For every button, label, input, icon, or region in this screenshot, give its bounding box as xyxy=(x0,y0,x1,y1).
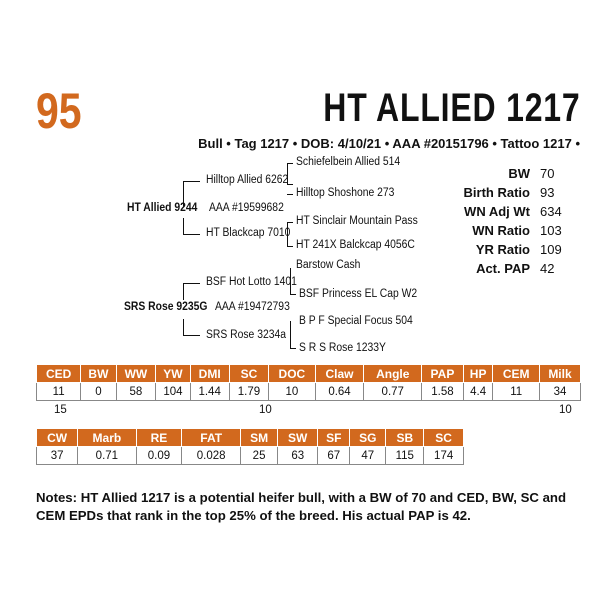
dam: SRS Rose 9235G xyxy=(124,301,208,313)
table-header-cell: Angle xyxy=(364,365,422,383)
table-cell: 0.028 xyxy=(182,447,240,465)
stat-label: WN Adj Wt xyxy=(464,204,530,219)
table-cell: 11 xyxy=(493,383,540,401)
epd-table xyxy=(36,364,581,401)
sire-sire-dam: Hilltop Shoshone 273 xyxy=(296,187,395,199)
sire: HT Allied 9244 xyxy=(127,202,198,214)
percentile-ced: 15 xyxy=(54,404,67,416)
table-header-cell: SM xyxy=(240,429,277,447)
stat-label: WN Ratio xyxy=(472,223,530,238)
table-cell: 67 xyxy=(318,447,350,465)
dam-sire-dam: BSF Princess EL Cap W2 xyxy=(299,288,418,300)
table-header-cell: CW xyxy=(37,429,78,447)
pedigree-line xyxy=(290,348,296,349)
pedigree-line xyxy=(290,321,291,349)
bull-info-line: Bull • Tag 1217 • DOB: 4/10/21 • AAA #20151796 • Tattoo 1217 • xyxy=(198,136,580,151)
table-header-cell: SC xyxy=(229,365,268,383)
table-cell: 0.64 xyxy=(315,383,364,401)
sire-sire-sire: Schiefelbein Allied 514 xyxy=(296,156,401,168)
table-row xyxy=(37,383,581,401)
sire-sire: Hilltop Allied 6262 xyxy=(206,174,289,186)
percentile-sc: 10 xyxy=(259,404,272,416)
sire-dam-sire: HT Sinclair Mountain Pass xyxy=(296,215,418,227)
dam-dam: SRS Rose 3234a xyxy=(206,329,286,341)
dam-dam-sire: B P F Special Focus 504 xyxy=(299,315,413,327)
pedigree-line xyxy=(287,246,293,247)
dam-sire: BSF Hot Lotto 1401 xyxy=(206,276,297,288)
table-header-cell: DMI xyxy=(190,365,229,383)
carcass-epd-table xyxy=(36,428,464,465)
pedigree-line xyxy=(183,218,184,235)
table-cell: 47 xyxy=(350,447,386,465)
table-header-cell: CEM xyxy=(493,365,540,383)
pedigree-line xyxy=(290,294,296,295)
table-header-cell: PAP xyxy=(422,365,464,383)
table-header-cell: YW xyxy=(156,365,190,383)
stat-label: YR Ratio xyxy=(475,242,530,257)
percentile-milk: 10 xyxy=(559,404,572,416)
table-header-row xyxy=(37,365,581,383)
table-cell: 1.44 xyxy=(190,383,229,401)
stat-value: 42 xyxy=(540,261,555,276)
table-header-cell: RE xyxy=(136,429,182,447)
table-cell: 0.77 xyxy=(364,383,422,401)
table-cell: 1.79 xyxy=(229,383,268,401)
table-header-cell: Marb xyxy=(78,429,136,447)
stat-value: 103 xyxy=(540,223,562,238)
dam-dam-dam: S R S Rose 1233Y xyxy=(299,342,386,354)
table-header-cell: SC xyxy=(424,429,464,447)
table-cell: 0.71 xyxy=(78,447,136,465)
table-cell: 174 xyxy=(424,447,464,465)
table-header-cell: DOC xyxy=(269,365,316,383)
table-cell: 34 xyxy=(539,383,580,401)
table-cell: 115 xyxy=(386,447,424,465)
table-cell: 37 xyxy=(37,447,78,465)
sire-dam: HT Blackcap 7010 xyxy=(206,227,291,239)
stat-value: 70 xyxy=(540,166,555,181)
table-header-cell: CED xyxy=(37,365,81,383)
table-header-row xyxy=(37,429,464,447)
pedigree-line xyxy=(287,222,293,223)
dam-sire-sire: Barstow Cash xyxy=(296,259,361,271)
table-cell: 63 xyxy=(278,447,318,465)
lot-number: 95 xyxy=(36,83,82,139)
table-cell: 1.58 xyxy=(422,383,464,401)
stat-value: 109 xyxy=(540,242,562,257)
table-header-cell: WW xyxy=(116,365,156,383)
dam-registration: AAA #19472793 xyxy=(215,301,290,313)
stat-label: Act. PAP xyxy=(476,261,530,276)
table-cell: 104 xyxy=(156,383,190,401)
table-header-cell: SF xyxy=(318,429,350,447)
pedigree-line xyxy=(183,181,200,182)
pedigree-line xyxy=(287,163,293,164)
table-cell: 11 xyxy=(37,383,81,401)
sire-dam-dam: HT 241X Balckcap 4056C xyxy=(296,239,415,251)
table-cell: 4.4 xyxy=(463,383,493,401)
pedigree-line xyxy=(183,234,200,235)
pedigree-line xyxy=(183,283,200,284)
table-row xyxy=(37,447,464,465)
sire-registration: AAA #19599682 xyxy=(209,202,284,214)
table-header-cell: Claw xyxy=(315,365,364,383)
table-cell: 0 xyxy=(81,383,116,401)
table-header-cell: HP xyxy=(463,365,493,383)
pedigree-line xyxy=(287,194,293,195)
stat-value: 634 xyxy=(540,204,562,219)
table-header-cell: Milk xyxy=(539,365,580,383)
pedigree-line xyxy=(183,335,200,336)
stat-value: 93 xyxy=(540,185,555,200)
table-header-cell: SB xyxy=(386,429,424,447)
table-header-cell: SW xyxy=(278,429,318,447)
table-cell: 10 xyxy=(269,383,316,401)
pedigree-line xyxy=(183,319,184,336)
bull-name: HT ALLIED 1217 xyxy=(322,86,580,130)
table-cell: 25 xyxy=(240,447,277,465)
stat-label: Birth Ratio xyxy=(463,185,530,200)
table-header-cell: FAT xyxy=(182,429,240,447)
table-cell: 0.09 xyxy=(136,447,182,465)
pedigree-line xyxy=(183,283,184,300)
stat-label: BW xyxy=(508,166,530,181)
table-cell: 58 xyxy=(116,383,156,401)
table-header-cell: BW xyxy=(81,365,116,383)
table-header-cell: SG xyxy=(350,429,386,447)
notes: Notes: HT Allied 1217 is a potential heifer bull, with a BW of 70 and CED, BW, SC and CEM EPDs that rank in the top 25% of the breed. His actual PAP is 42. xyxy=(36,490,567,523)
